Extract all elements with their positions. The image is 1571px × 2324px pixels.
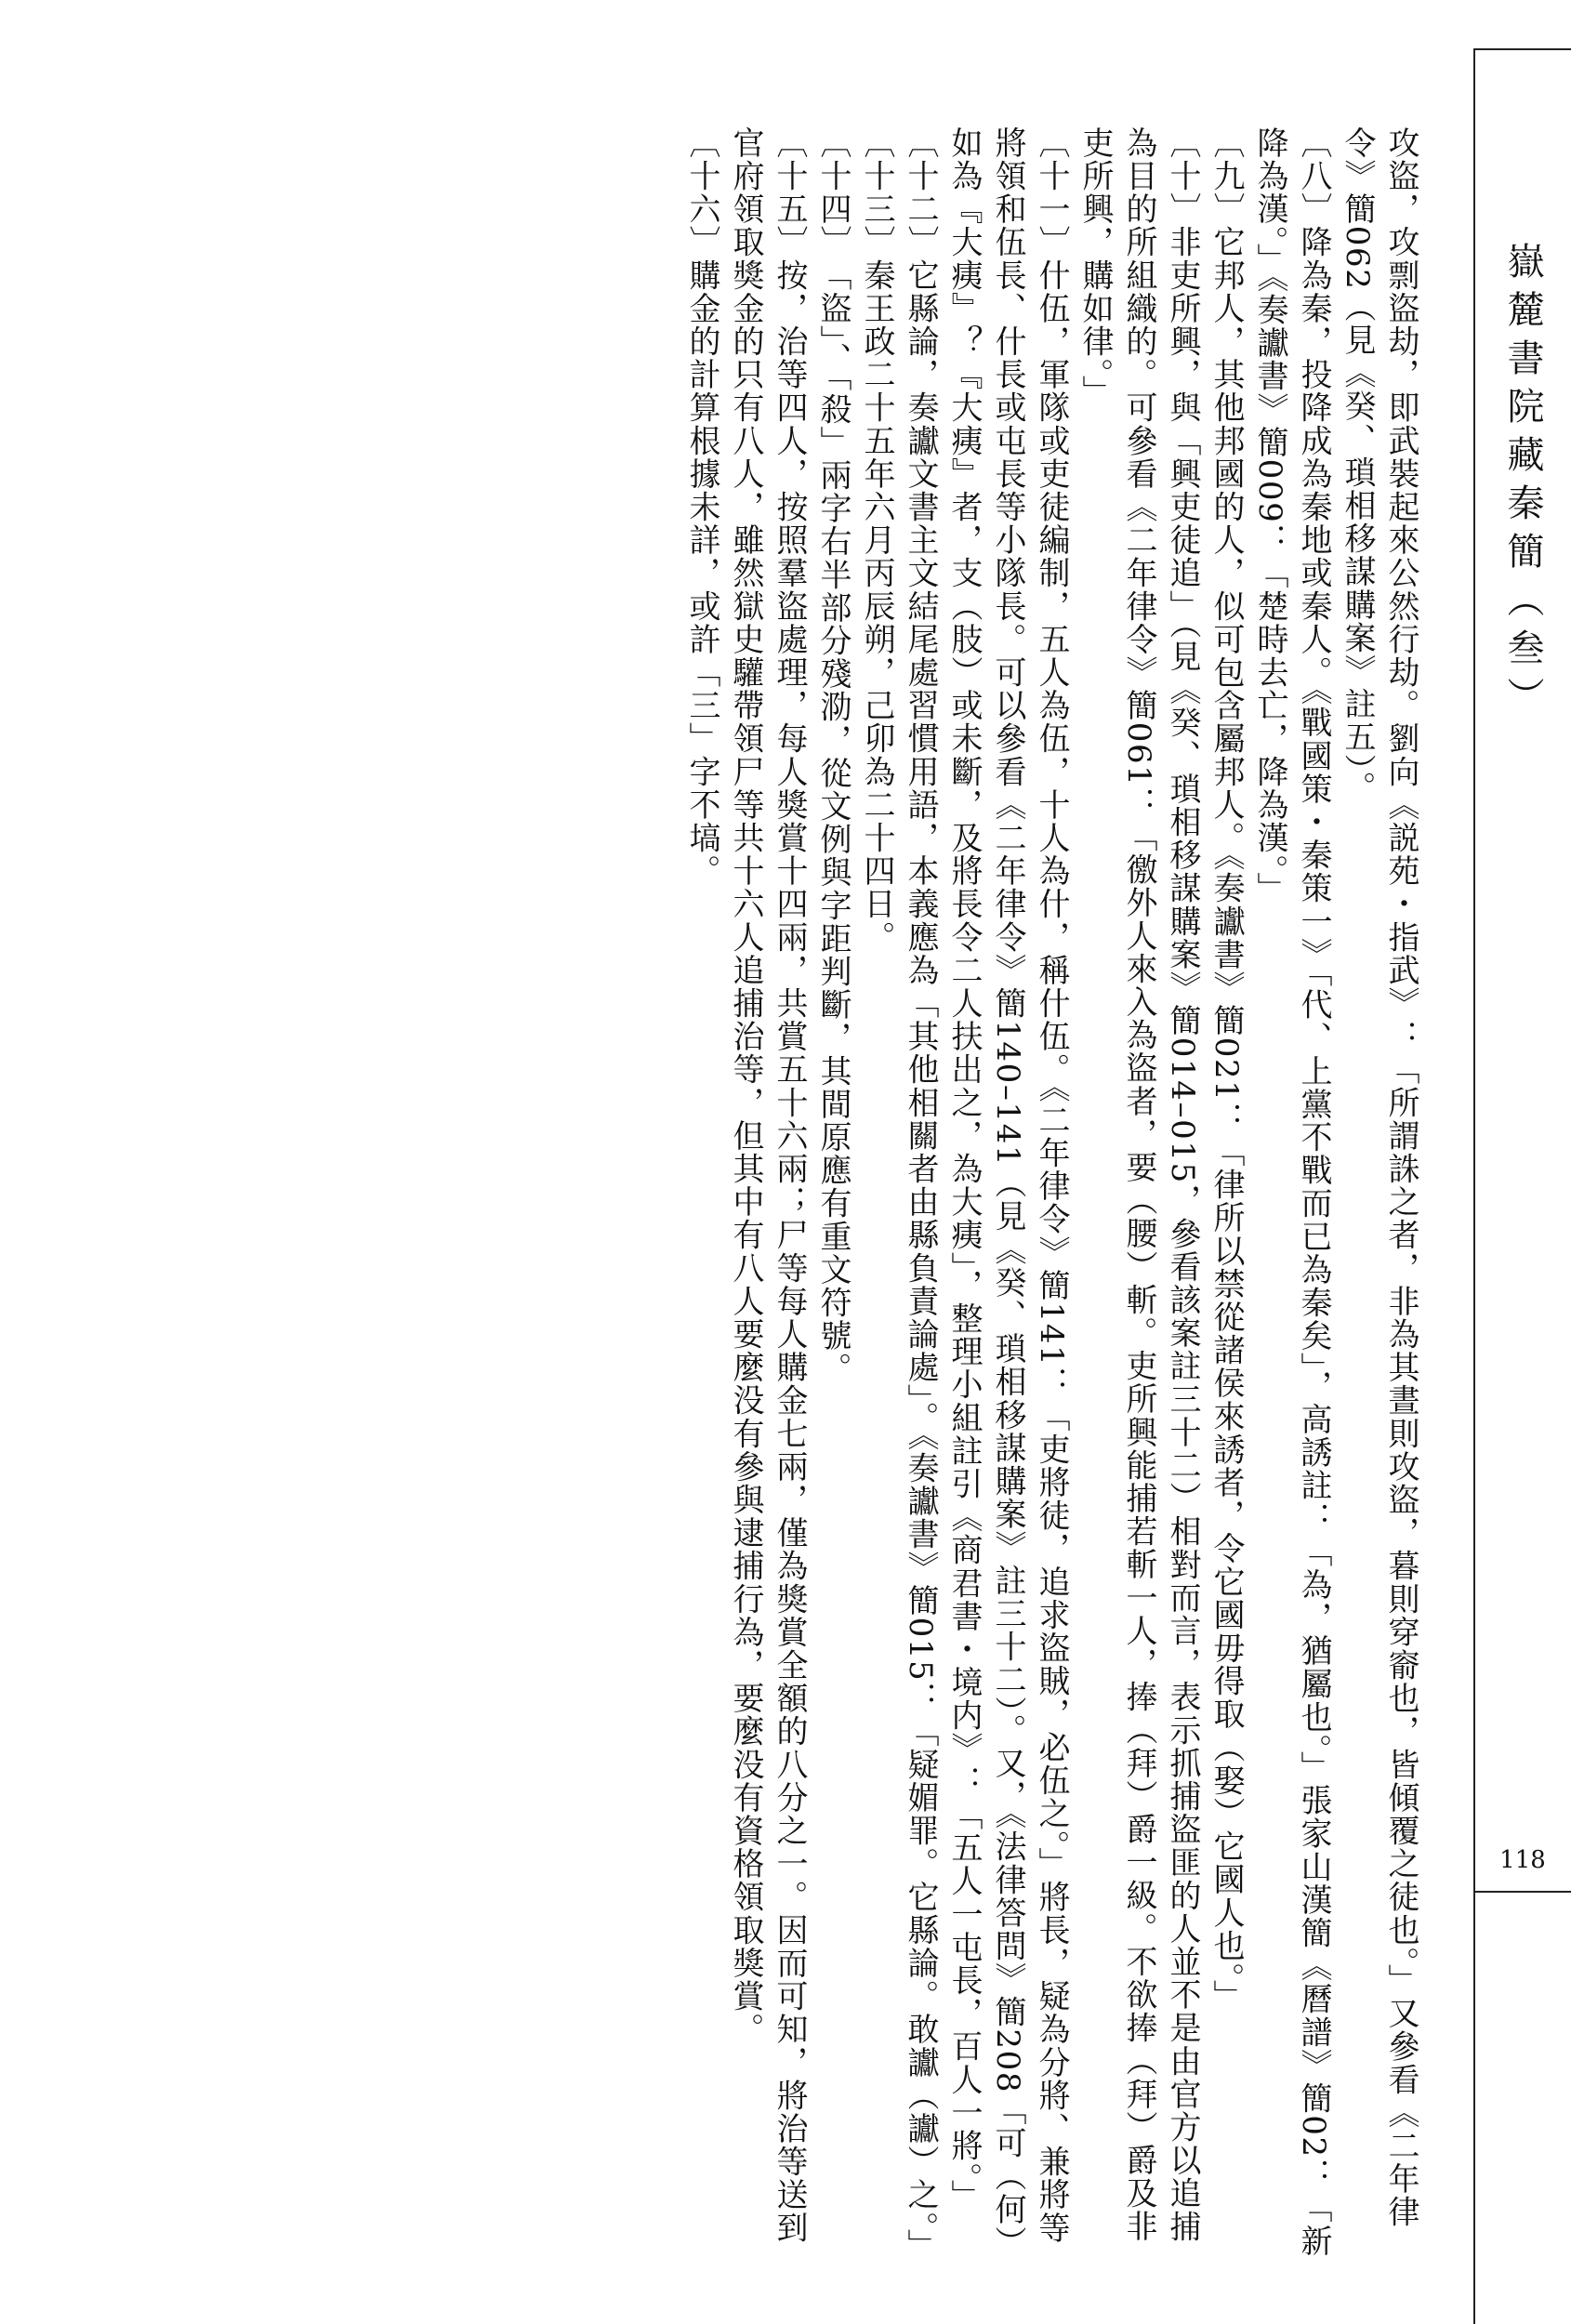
note-text: 秦王政二十五年六月丙辰朔，己卯為二十四日。 [858,258,895,955]
note-text: 它邦人，其他邦國的人，似可包含屬邦人。《奏讞書》簡021：「律所以禁從諸侯來誘者，令它國毋得取（娶）它國人也。」 [1208,225,1245,2014]
note-13 [854,126,898,2265]
note-label: 〔十二〕 [902,126,939,259]
note-9 [1204,126,1248,2265]
note-label: 〔十三〕 [858,126,895,259]
note-12 [898,126,942,2265]
note-text: 降為秦，投降成為秦地或秦人。《戰國策・秦策一》「代、上黨不戰而已為秦矣」，高誘註：「為，猶屬也。」張家山漢簡《曆譜》簡02：「新降為漢。」《奏讞書》簡009：「楚時去亡，降為漢。」 [1251,126,1332,2258]
page-number: 118 [1499,1846,1546,1874]
note-text: 它縣論，奏讞文書主文結尾處習慣用語，本義應為「其他相關者由縣負責論處」。《奏讞書》簡015：「疑媚罪。它縣論。敢讞（讞）之。」 [902,258,939,2263]
page-number-rule [1473,1891,1571,1893]
note-label: 〔九〕 [1208,126,1245,226]
book-title: 嶽麓書院藏秦簡（叁） [1501,242,1544,725]
note-label: 〔十五〕 [771,126,808,259]
note-text: 「盜」、「殺」兩字右半部分殘泐，從文例與字距判斷，其間原應有重文符號。 [814,258,852,1386]
note-label: 〔八〕 [1295,126,1332,226]
note-text: 購金的計算根據未詳，或許「三」字不塙。 [683,258,720,888]
note-label: 〔十〕 [1164,126,1201,226]
note-text: 攻盜，攻剽盜劫，即武裝起來公然行劫。劉向《説苑・指武》：「所謂誅之者，非為其晝則攻盜，暮則穿窬也，皆傾覆之徒也。」又參看《二年律令》簡062（見《癸、瑣相移謀購案》註五）。 [1339,126,1419,2229]
note-14 [811,126,854,2265]
note-16 [680,126,723,2265]
note-8 [1248,126,1335,2265]
note-11 [942,126,1073,2265]
note-text: 什伍，軍隊或吏徒編制，五人為伍，十人為什，稱什伍。《二年律令》簡141：「吏將徒，追求盜賊，必伍之。」將長，疑為分將、兼將等將領和伍長、什長或屯長等小隊長。可以參看《二年律令》簡140–141（見《癸、瑣相移謀購案》註三十二）。又，《法律答問》簡208「可（何）如為『大痍』？『大痍』者，支（肢）或未斷，及將長令二人扶出之，為大痍」，整理小組註引《商君書・境内》：「五人一屯長，百人一將。」 [945,126,1070,2260]
note-label: 〔十六〕 [683,126,720,259]
note-label: 〔十一〕 [1033,126,1070,259]
note-text: 非吏所興，與「興吏徒追」（見《癸、瑣相移謀購案》簡014–015，參看該案註三十二）相對而言，表示抓捕盜匪的人並不是由官方以追捕為目的所組織的。可參看《二年律令》簡061：「徼外人來入為盜者，要（腰）斬。吏所興能捕若斬一人，捧（拜）爵一級。不欲捧（拜）爵及非吏所興，購如律。」 [1076,126,1201,2244]
note-10 [1073,126,1204,2265]
note-15 [723,126,811,2265]
note-text: 按，治等四人，按照羣盜處理，每人獎賞十四兩，共賞五十六兩；尸等每人購金七兩，僅為獎賞全額的八分之一。因而可知，將治等送到官府領取獎金的只有八人，雖然獄史驩帶領尸等共十六人追捕治等，但其中有八人要麼没有參與逮捕行為，要麼没有資格領取獎賞。 [727,126,808,2245]
note-label: 〔十四〕 [814,126,852,259]
note-7 [1335,126,1422,2265]
notes-body [493,126,1422,2265]
